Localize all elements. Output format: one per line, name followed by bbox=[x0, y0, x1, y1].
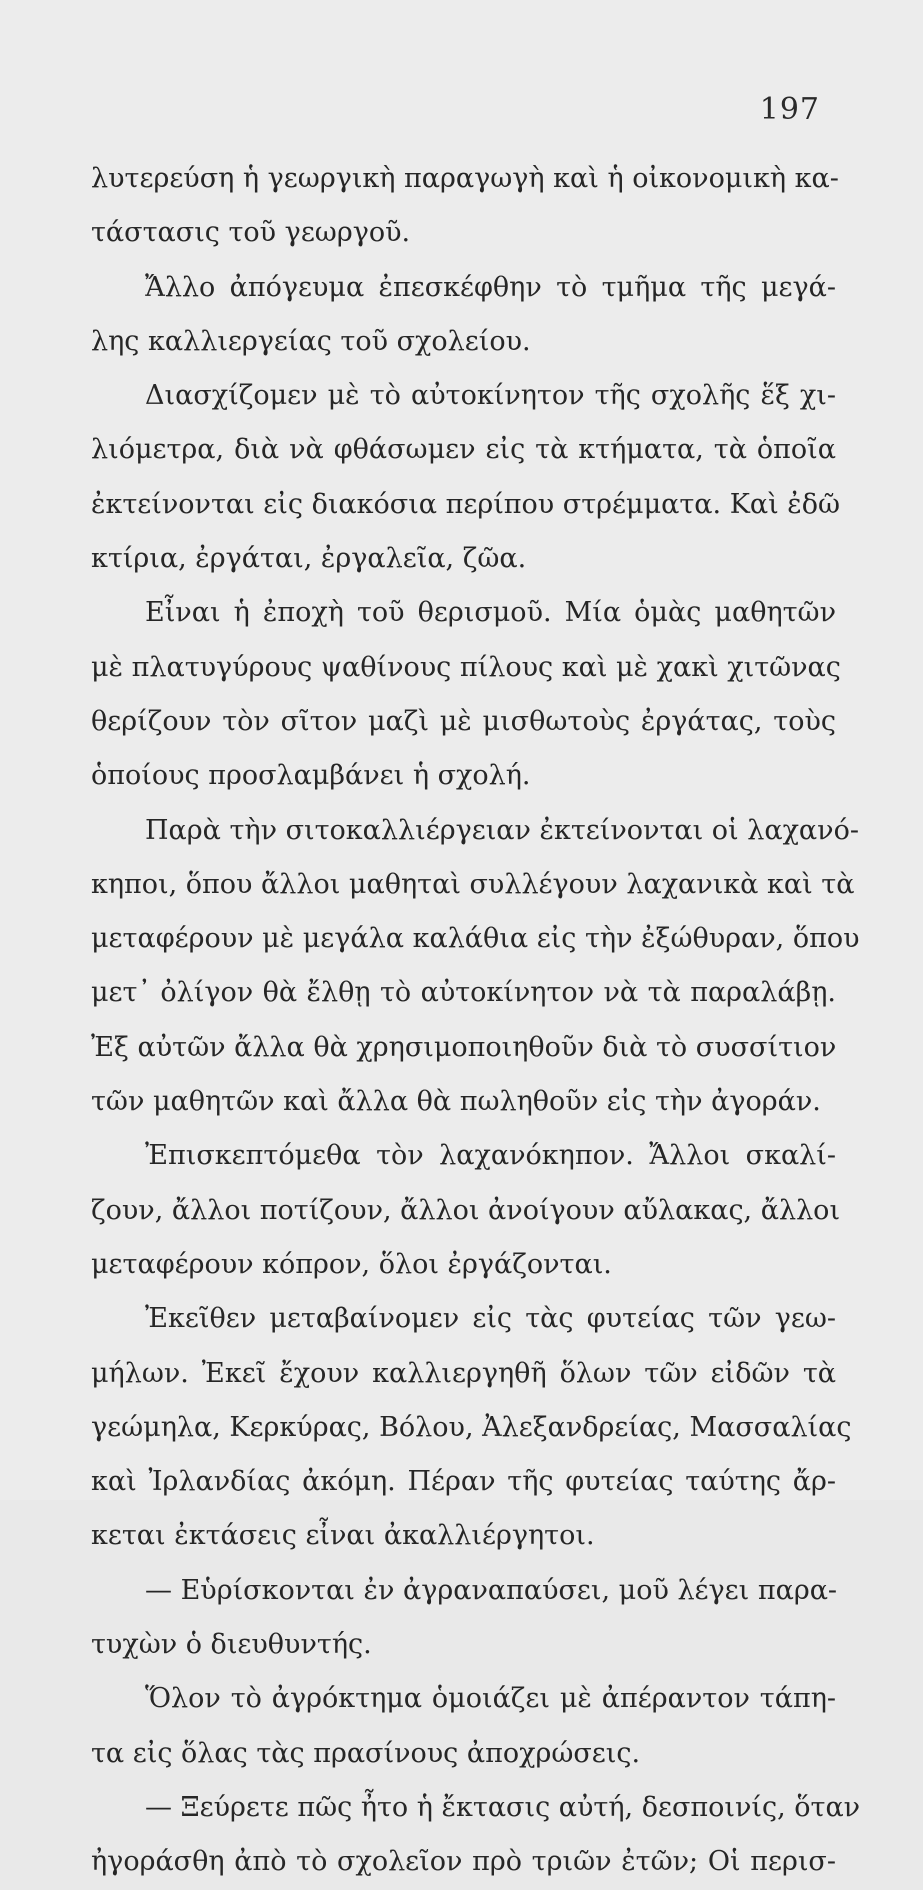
body-text bbox=[91, 152, 861, 1890]
text-line: κτίρια, ἐργάται, ἐργαλεῖα, ζῶα. bbox=[91, 543, 527, 575]
text-line: ἠγοράσθη ἀπὸ τὸ σχολεῖον πρὸ τριῶν ἐτῶν; Οἱ περισ- bbox=[91, 1846, 836, 1878]
text-line: λυτερεύση ἡ γεωργικὴ παραγωγὴ καὶ ἡ οἰκονομικὴ κα- bbox=[91, 163, 839, 194]
text-line: τα εἰς ὅλας τὰς πρασίνους ἀποχρώσεις. bbox=[91, 1737, 641, 1769]
text-line: κεται ἐκτάσεις εἶναι ἀκαλλιέργητοι. bbox=[91, 1520, 595, 1552]
text-line: — Ξεύρετε πῶς ἦτο ἡ ἔκτασις αὐτή, δεσποινίς, ὅταν bbox=[145, 1791, 861, 1823]
text-line: τῶν μαθητῶν καὶ ἄλλα θὰ πωληθοῦν εἰς τὴν ἀγοράν. bbox=[91, 1086, 821, 1118]
text-line: κηποι, ὅπου ἄλλοι μαθηταὶ συλλέγουν λαχανικὰ καὶ τὰ bbox=[91, 868, 855, 900]
text-line: μεταφέρουν κόπρον, ὅλοι ἐργάζονται. bbox=[91, 1248, 612, 1280]
text-line: λιόμετρα, διὰ νὰ φθάσωμεν εἰς τὰ κτήματα, τὰ ὁποῖα bbox=[91, 434, 836, 466]
text-line: Παρὰ τὴν σιτοκαλλιέργειαν ἐκτείνονται οἱ λαχανό- bbox=[145, 814, 859, 846]
text-line: Διασχίζομεν μὲ τὸ αὐτοκίνητον τῆς σχολῆς ἕξ χι- bbox=[145, 380, 836, 412]
text-line: μήλων. Ἐκεῖ ἔχουν καλλιεργηθῆ ὅλων τῶν εἰδῶν τὰ bbox=[91, 1357, 836, 1389]
text-line: Ὅλον τὸ ἀγρόκτημα ὁμοιάζει μὲ ἀπέραντον τάπη- bbox=[145, 1683, 836, 1715]
text-line: Εἶναι ἡ ἐποχὴ τοῦ θερισμοῦ. Μία ὁμὰς μαθητῶν bbox=[145, 597, 836, 629]
text-line: Ἄλλο ἀπόγευμα ἐπεσκέφθην τὸ τμῆμα τῆς μεγά- bbox=[145, 271, 836, 303]
text-line: Ἐκεῖθεν μεταβαίνομεν εἰς τὰς φυτείας τῶν γεω- bbox=[145, 1303, 836, 1335]
text-line: λης καλλιεργείας τοῦ σχολείου. bbox=[91, 325, 531, 357]
text-line: ἐκτείνονται εἰς διακόσια περίπου στρέμματα. Καὶ ἐδῶ bbox=[91, 488, 841, 520]
text-line: — Εὑρίσκονται ἐν ἀγραναπαύσει, μοῦ λέγει παρα- bbox=[145, 1574, 838, 1606]
text-line: θερίζουν τὸν σῖτον μαζὶ μὲ μισθωτοὺς ἐργάτας, τοὺς bbox=[91, 705, 836, 737]
text-line: τάστασις τοῦ γεωργοῦ. bbox=[91, 217, 411, 249]
text-line: μετ᾽ ὀλίγον θὰ ἔλθῃ τὸ αὐτοκίνητον νὰ τὰ παραλάβῃ. bbox=[91, 977, 836, 1009]
text-line: τυχὼν ὁ διευθυντής. bbox=[91, 1629, 372, 1661]
text-line: μὲ πλατυγύρους ψαθίνους πίλους καὶ μὲ χακὶ χιτῶνας bbox=[91, 651, 841, 683]
page-number: 197 bbox=[759, 92, 820, 127]
text-line: μεταφέρουν μὲ μεγάλα καλάθια εἰς τὴν ἐξώθυραν, ὅπου bbox=[91, 923, 860, 955]
text-line: ὁποίους προσλαμβάνει ἡ σχολή. bbox=[91, 760, 531, 792]
text-line: καὶ Ἰρλανδίας ἀκόμη. Πέραν τῆς φυτείας ταύτης ἄρ- bbox=[91, 1466, 836, 1498]
text-line: Ἐπισκεπτόμεθα τὸν λαχανόκηπον. Ἄλλοι σκαλί- bbox=[145, 1140, 836, 1172]
text-line: γεώμηλα, Κερκύρας, Βόλου, Ἀλεξανδρείας, Μασσαλίας bbox=[91, 1411, 852, 1443]
text-line: Ἐξ αὐτῶν ἄλλα θὰ χρησιμοποιηθοῦν διὰ τὸ συσσίτιον bbox=[91, 1031, 837, 1063]
text-line: ζουν, ἄλλοι ποτίζουν, ἄλλοι ἀνοίγουν αὔλακας, ἄλλοι bbox=[91, 1194, 841, 1226]
